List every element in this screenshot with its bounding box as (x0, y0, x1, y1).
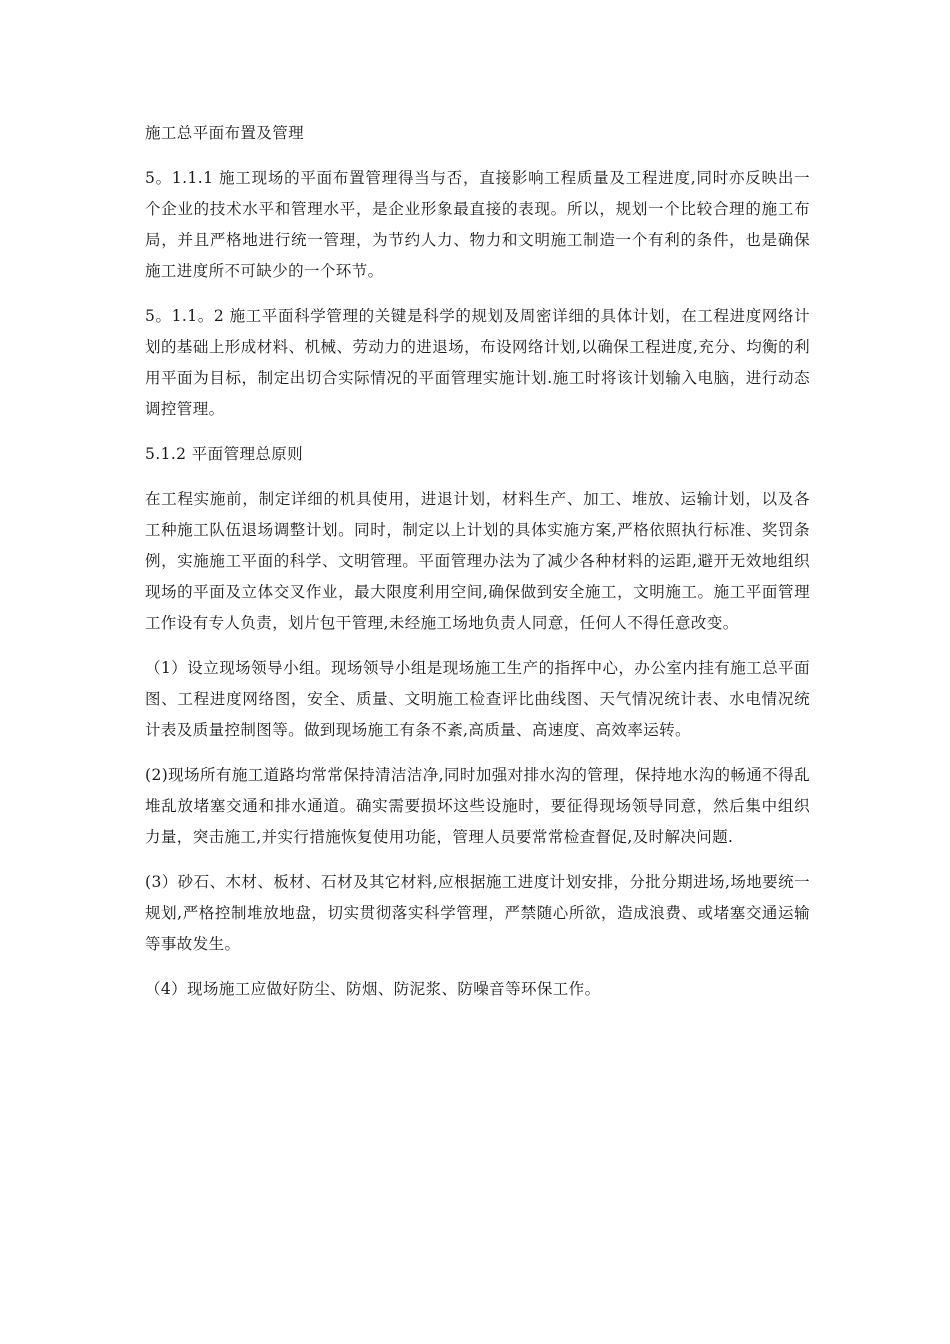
paragraph-item-2: (2)现场所有施工道路均常常保持清洁洁净,同时加强对排水沟的管理，保持地水沟的畅通不得乱堆乱放堵塞交通和排水通道。确实需要损坏这些设施时，要征得现场领导同意，然后集中组织力量，突击施工,并实行措施恢复使用功能，管理人员要常常检查督促,及时解决问题. (145, 766, 810, 846)
paragraph-item-4: （4）现场施工应做好防尘、防烟、防泥浆、防噪音等环保工作。 (145, 980, 601, 998)
paragraph-item-1: （1）设立现场领导小组。现场领导小组是现场施工生产的指挥中心，办公室内挂有施工总平面图、工程进度网络图，安全、质量、文明施工检查评比曲线图、天气情况统计表、水电情况统计表及质量控制图等。做到现场施工有条不紊,高质量、高速度、高效率运转。 (145, 659, 810, 739)
document-body (145, 118, 810, 1019)
paragraph-5-1-1-1: 5。1.1.1 施工现场的平面布置管理得当与否，直接影响工程质量及工程进度,同时亦反映出一个企业的技术水平和管理水平，是企业形象最直接的表现。所以，规划一个比较合理的施工布局，并且严格地进行统一管理，为节约人力、物力和文明施工制造一个有利的条件，也是确保施工进度所不可缺少的一个环节。 (145, 169, 810, 280)
document-title: 施工总平面布置及管理 (145, 124, 305, 142)
paragraph-5-1-1-2: 5。1.1。2 施工平面科学管理的关键是科学的规划及周密详细的具体计划，在工程进度网络计划的基础上形成材料、机械、劳动力的进退场，布设网络计划,以确保工程进度,充分、均衡的利用平面为目标，制定出切合实际情况的平面管理实施计划.施工时将该计划输入电脑，进行动态调控管理。 (145, 307, 810, 418)
paragraph-item-3: (3）砂石、木材、板材、石材及其它材料,应根据施工进度计划安排，分批分期进场,场地要统一规划,严格控制堆放地盘，切实贯彻落实科学管理，严禁随心所欲，造成浪费、或堵塞交通运输等事故发生。 (145, 873, 810, 953)
section-heading-5-1-2: 5.1.2 平面管理总原则 (145, 445, 304, 463)
paragraph-principles: 在工程实施前，制定详细的机具使用，进退计划，材料生产、加工、堆放、运输计划，以及各工种施工队伍退场调整计划。同时，制定以上计划的具体实施方案,严格依照执行标准、奖罚条例，实施施工平面的科学、文明管理。平面管理办法为了减少各种材料的运距,避开无效地组织现场的平面及立体交叉作业，最大限度利用空间,确保做到安全施工，文明施工。施工平面管理工作设有专人负责，划片包干管理,未经施工场地负责人同意，任何人不得任意改变。 (145, 490, 810, 632)
